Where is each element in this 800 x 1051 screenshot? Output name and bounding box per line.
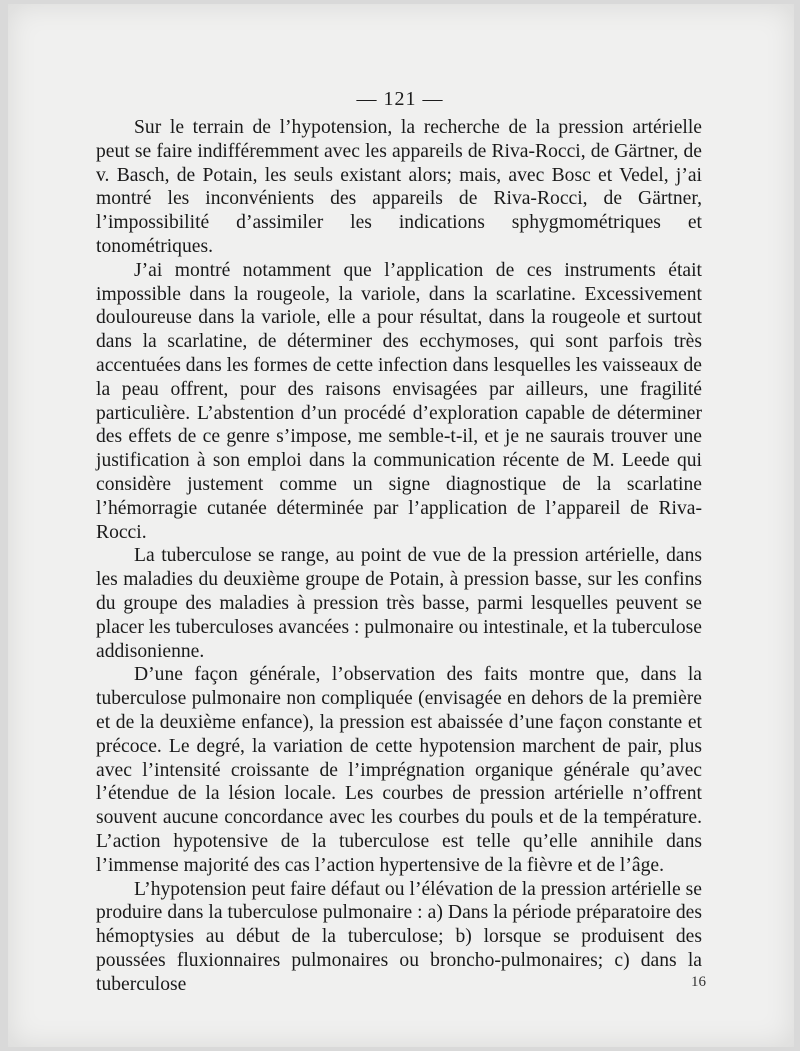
body-text [96, 116, 702, 996]
paragraph: L’hypotension peut faire défaut ou l’élévation de la pression artérielle se produire dans la tuberculose pulmonaire : a) Dans la période préparatoire des hémoptysies au début de la tuberculose; b) lorsque se produisent des poussées fluxionnaires pulmonaires ou broncho-pulmonaires; c) dans la tuberculose [96, 878, 702, 995]
page-number: — 121 — [356, 88, 444, 110]
paragraph: J’ai montré notamment que l’application de ces instruments était impossible dans la rougeole, la variole, dans la scarlatine. Excessivement douloureuse dans la variole, elle a pour résultat, dans la rougeole et surtout dans la scarlatine, de déterminer des ecchymoses, qui sont parfois très accentuées dans les formes de cette infection dans lesquelles les vaisseaux de la peau offrent, pour des raisons envisagées par ailleurs, une fragilité particulière. L’abstention d’un procédé d’exploration capable de déterminer des effets de ce genre s’impose, me semble-t-il, et je ne saurais trouver une justification à son emploi dans la communication récente de M. Leede qui considère justement comme un signe diagnostique de la scarlatine l’hémorragie cutanée déterminée par l’application de l’appareil de Riva-Rocci. [96, 259, 702, 543]
paragraph: Sur le terrain de l’hypotension, la recherche de la pression artérielle peut se faire indifféremment avec les appareils de Riva-Rocci, de Gärtner, de v. Basch, de Potain, les seuls existant alors; mais, avec Bosc et Vedel, j’ai montré les inconvénients des appareils de Riva-Rocci, de Gärtner, l’impossibilité d’assimiler les indications sphygmométriques et tonométriques. [96, 117, 702, 257]
signature-mark: 16 [691, 974, 706, 990]
paragraph: D’une façon générale, l’observation des faits montre que, dans la tuberculose pulmonaire non compliquée (envisagée en dehors de la première et de la deuxième enfance), la pression est abaissée d’une façon constante et précoce. Le degré, la variation de cette hypotension marchent de pair, plus avec l’intensité croissante de l’imprégnation organique générale qu’avec l’étendue de la lésion locale. Les courbes de pression artérielle n’offrent souvent aucune concordance avec les courbes du pouls et de la température. L’action hypotensive de la tuberculose est telle qu’elle annihile dans l’immense majorité des cas l’action hypertensive de la fièvre et de l’âge. [96, 664, 702, 876]
paragraph: La tuberculose se range, au point de vue de la pression artérielle, dans les maladies du deuxième groupe de Potain, à pression basse, sur les confins du groupe des maladies à pression très basse, parmi lesquelles peuvent se placer les tuberculoses avancées : pulmonaire ou intestinale, et la tuberculose addisonienne. [96, 545, 702, 662]
